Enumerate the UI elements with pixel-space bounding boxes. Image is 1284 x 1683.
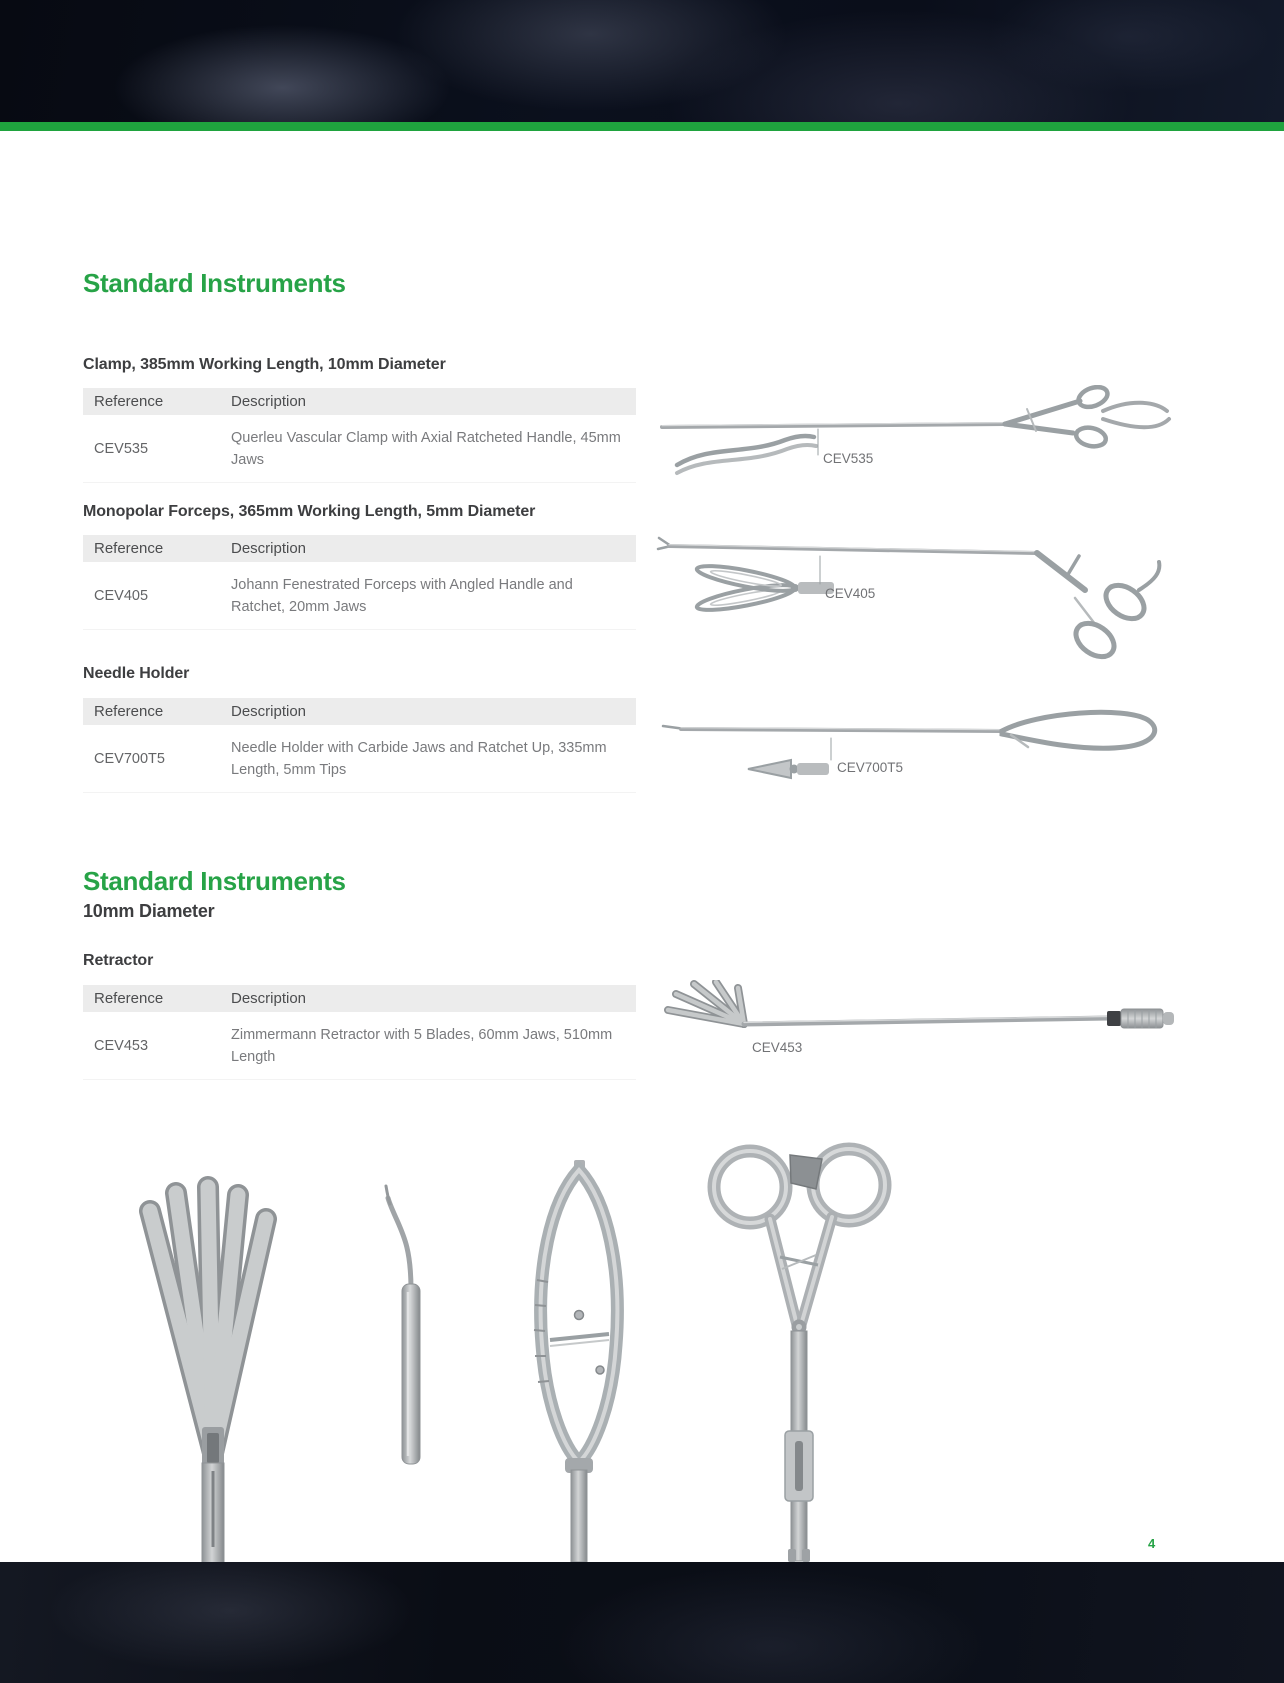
retractor-photo <box>118 1175 322 1580</box>
handle-photo <box>512 1160 652 1567</box>
page-title-2: Standard Instruments <box>83 866 346 896</box>
cev535-illustration <box>655 385 1180 490</box>
forceps-spec-table <box>83 535 636 630</box>
table-row <box>83 562 636 629</box>
description-column-header: Description <box>220 535 636 562</box>
retractor-instrument-image <box>652 980 1187 1065</box>
table-header-row <box>83 985 636 1012</box>
page-title-1: Standard Instruments <box>83 268 346 298</box>
clamp-spec-table <box>83 388 636 483</box>
cev700t5-illustration <box>655 698 1177 803</box>
forceps-tip-photo <box>380 1172 442 1472</box>
description-column-header: Description <box>220 388 636 415</box>
ratchet-handle-image <box>512 1160 652 1562</box>
forceps-instrument-image <box>655 528 1180 660</box>
description-column-header: Description <box>220 698 636 725</box>
figure-label: CEV453 <box>752 1040 803 1055</box>
figure-label: CEV405 <box>825 586 876 601</box>
reference-cell: CEV453 <box>83 1012 220 1079</box>
section-clamp-title: Clamp, 385mm Working Length, 10mm Diameter <box>83 356 446 373</box>
table-header-row <box>83 388 636 415</box>
page-number: 4 <box>1148 1536 1156 1551</box>
table-header-row <box>83 535 636 562</box>
accent-bar <box>0 122 1284 131</box>
table-header-row <box>83 698 636 725</box>
reference-column-header: Reference <box>83 985 220 1012</box>
section-needle-holder-title: Needle Holder <box>83 665 190 682</box>
description-cell: Johann Fenestrated Forceps with Angled Handle and Ratchet, 20mm Jaws <box>220 562 636 629</box>
table-row <box>83 415 636 482</box>
section-monopolar-forceps-title: Monopolar Forceps, 365mm Working Length, 5mm Diameter <box>83 503 536 520</box>
description-column-header: Description <box>220 985 636 1012</box>
description-cell: Zimmermann Retractor with 5 Blades, 60mm Jaws, 510mm Length <box>220 1012 636 1079</box>
reference-column-header: Reference <box>83 698 220 725</box>
section-retractor-title: Retractor <box>83 952 154 969</box>
reference-column-header: Reference <box>83 535 220 562</box>
retractor-spec-table <box>83 985 636 1080</box>
cev453-illustration <box>652 980 1187 1065</box>
reference-cell: CEV405 <box>83 562 220 629</box>
ring-clamp-image <box>692 1135 910 1562</box>
fan-retractor-image <box>118 1175 322 1575</box>
hero-banner <box>0 0 1284 122</box>
needle-holder-instrument-image <box>655 698 1177 803</box>
curved-tip-instrument-image <box>380 1172 442 1467</box>
cev405-illustration <box>655 528 1180 660</box>
figure-label: CEV700T5 <box>837 760 904 775</box>
figure-label: CEV535 <box>823 451 874 466</box>
description-cell: Querleu Vascular Clamp with Axial Ratcheted Handle, 45mm Jaws <box>220 415 636 482</box>
table-row <box>83 725 636 792</box>
reference-cell: CEV535 <box>83 415 220 482</box>
needle-holder-spec-table <box>83 698 636 793</box>
clamp-photo <box>692 1135 910 1567</box>
reference-cell: CEV700T5 <box>83 725 220 792</box>
description-cell: Needle Holder with Carbide Jaws and Ratchet Up, 335mm Length, 5mm Tips <box>220 725 636 792</box>
clamp-instrument-image <box>655 385 1180 490</box>
reference-column-header: Reference <box>83 388 220 415</box>
table-row <box>83 1012 636 1079</box>
diameter-subtitle: 10mm Diameter <box>83 901 215 921</box>
bottom-band <box>0 1562 1284 1683</box>
